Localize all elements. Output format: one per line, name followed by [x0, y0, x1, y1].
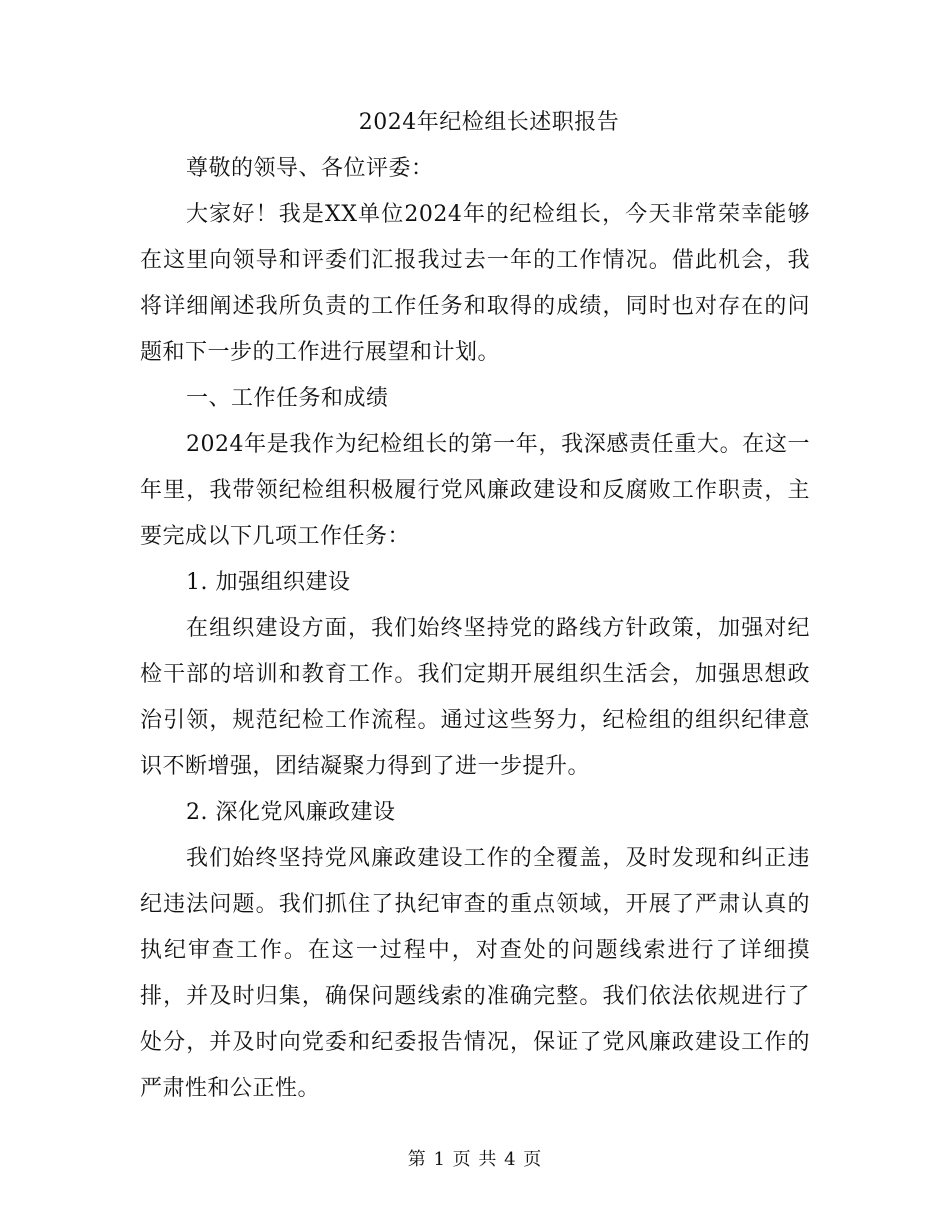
- document-body: [140, 100, 810, 1112]
- document-title: 2024年纪检组长述职报告: [358, 110, 620, 135]
- paragraph-integrity: 我们始终坚持党风廉政建设工作的全覆盖，及时发现和纠正违纪违法问题。我们抓住了执纪审查的重点领域，开展了严肃认真的执纪审查工作。在这一过程中，对查处的问题线索进行了详细摸排，并及时归集，确保问题线索的准确完整。我们依法依规进行了处分，并及时向党委和纪委报告情况，保证了党风廉政建设工作的严肃性和公正性。: [140, 846, 810, 1101]
- subheading-integrity: 2. 深化党风廉政建设: [186, 800, 396, 825]
- subheading-organization: 1. 加强组织建设: [186, 570, 351, 595]
- paragraph-organization: 在组织建设方面，我们始终坚持党的路线方针政策，加强对纪检干部的培训和教育工作。我们定期开展组织生活会，加强思想政治引领，规范纪检工作流程。通过这些努力，纪检组的组织纪律意识不断增强，团结凝聚力得到了进一步提升。: [140, 616, 810, 779]
- paragraph-introduction: 大家好！我是XX单位2024年的纪检组长，今天非常荣幸能够在这里向领导和评委们汇报我过去一年的工作情况。借此机会，我将详细阐述我所负责的工作任务和取得的成绩，同时也对存在的问题和下一步的工作进行展望和计划。: [140, 202, 810, 365]
- section-heading-tasks: 一、工作任务和成绩: [186, 386, 389, 411]
- paragraph-overview: 2024年是我作为纪检组长的第一年，我深感责任重大。在这一年里，我带领纪检组积极履行党风廉政建设和反腐败工作职责，主要完成以下几项工作任务：: [140, 432, 810, 549]
- salutation: 尊敬的领导、各位评委：: [186, 156, 434, 181]
- page-number-footer: 第 1 页 共 4 页: [407, 1149, 543, 1170]
